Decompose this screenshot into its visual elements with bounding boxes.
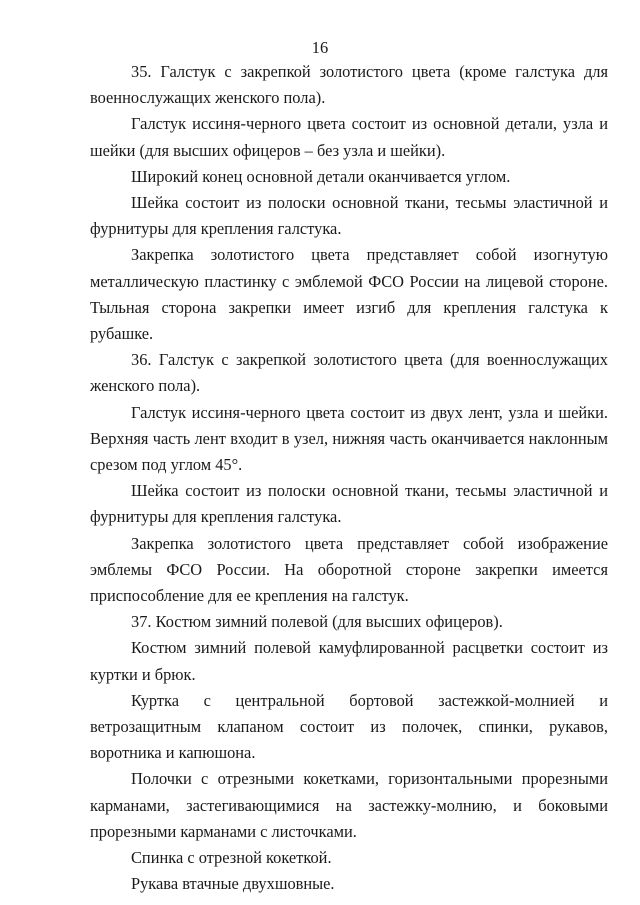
front-panels-paragraph: Полочки с отрезными кокетками, горизонтальными прорезными карманами, застегивающимися на застежку-молнию, и боковыми прорезными карманами с листочками. [90, 769, 608, 841]
winter-suit-description-paragraph: Костюм зимний полевой камуфлированной расцветки состоит из куртки и брюк. [90, 638, 608, 684]
women-tie-description-paragraph: Галстук иссиня-черного цвета состоит из двух лент, узла и шейки. Верхняя часть лент входит в узел, нижняя часть оканчивается наклонным срезом под углом 45°. [90, 402, 608, 475]
tie-neck-paragraph: Шейка состоит из полоски основной ткани, тесьмы эластичной и фурнитуры для крепления галстука. [90, 193, 608, 239]
item-36-heading: 36. Галстук с закрепкой золотистого цвета (для военнослужащих женского пола). [90, 350, 608, 396]
tie-clip-paragraph: Закрепка золотистого цвета представляет собой изогнутую металлическую пластинку с эмблемой ФСО России на лицевой стороне. Тыльная сторона закрепки имеет изгиб для крепления галстука к рубашке. [90, 245, 608, 344]
document-body [90, 59, 608, 898]
item-35-heading: 35. Галстук с закрепкой золотистого цвета (кроме галстука для военнослужащих женского пола). [90, 62, 608, 108]
women-tie-clip-paragraph: Закрепка золотистого цвета представляет собой изображение эмблемы ФСО России. На оборотной стороне закрепки имеется приспособление для ее крепления на галстук. [90, 533, 608, 606]
women-tie-neck-paragraph: Шейка состоит из полоски основной ткани, тесьмы эластичной и фурнитуры для крепления галстука. [90, 481, 608, 527]
tie-description-paragraph: Галстук иссиня-черного цвета состоит из основной детали, узла и шейки (для высших офицеров – без узла и шейки). [90, 114, 608, 160]
item-37-heading: 37. Костюм зимний полевой (для высших офицеров). [131, 612, 503, 632]
sleeves-paragraph: Рукава втачные двухшовные. [131, 874, 335, 894]
page-number: 16 [311, 38, 329, 57]
back-paragraph: Спинка с отрезной кокеткой. [131, 848, 332, 868]
tie-end-paragraph: Широкий конец основной детали оканчивается углом. [131, 166, 511, 186]
jacket-description-paragraph: Куртка с центральной бортовой застежкой-молнией и ветрозащитным клапаном состоит из полочек, спинки, рукавов, воротника и капюшона. [90, 690, 608, 763]
